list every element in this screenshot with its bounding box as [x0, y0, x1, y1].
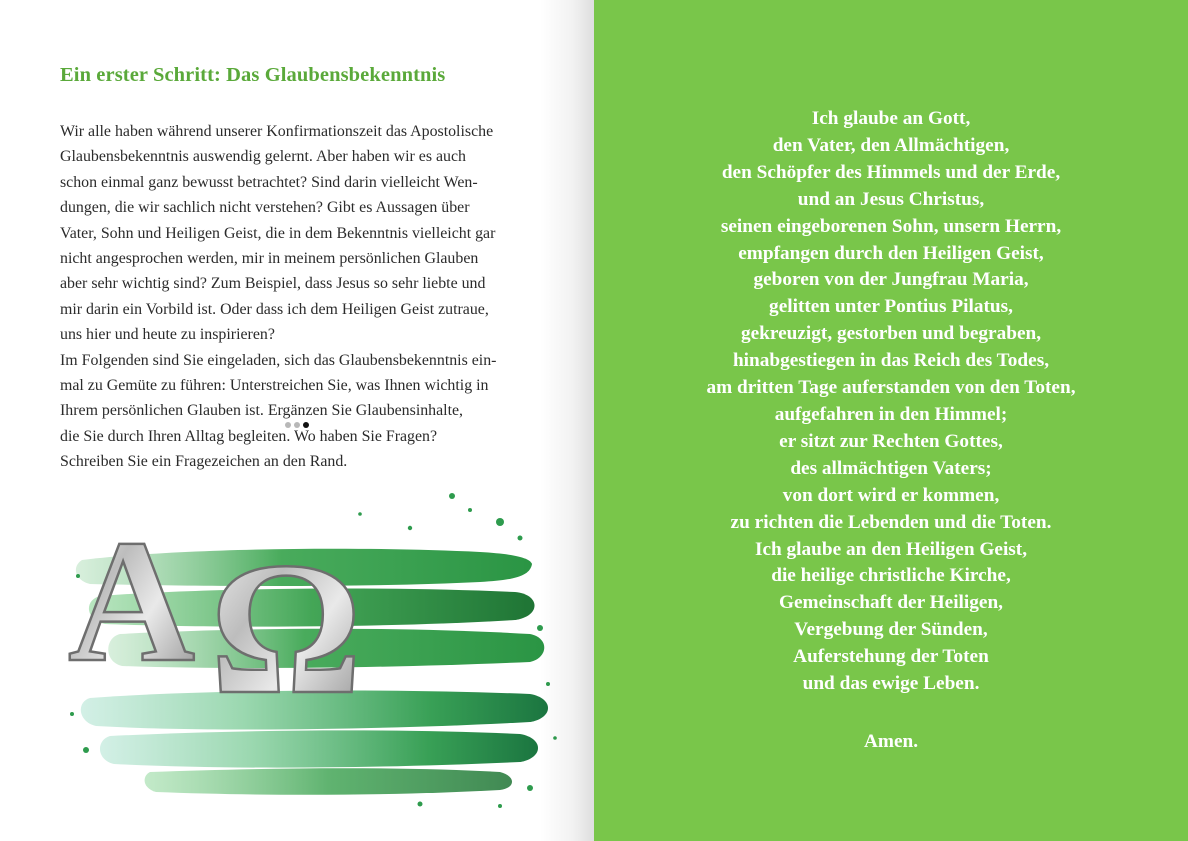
intro-line: die Sie durch Ihren Alltag begleiten. Wo haben Sie Fragen? — [60, 427, 438, 445]
page-dot-2[interactable] — [294, 422, 300, 428]
intro-line: Im Folgenden sind Sie eingeladen, sich das Glaubensbekenntnis ein- — [60, 351, 497, 369]
creed-line: Auferstehung der Toten — [793, 646, 989, 668]
page-dot-1[interactable] — [285, 422, 291, 428]
amen-line: Amen. — [863, 731, 919, 752]
creed-line: am dritten Tage auferstanden von den Toten, — [706, 377, 1076, 399]
alpha-letter: A — [68, 504, 196, 699]
creed-line: aufgefahren in den Himmel; — [774, 403, 1008, 425]
creed-line: die heilige christliche Kirche, — [771, 565, 1011, 587]
right-page — [594, 0, 1188, 841]
creed-line: den Schöpfer des Himmels und der Erde, — [721, 161, 1061, 183]
intro-line: uns hier und heute zu inspirieren? — [60, 326, 275, 344]
creed-line: von dort wird er kommen, — [782, 484, 1000, 506]
page-dot-3[interactable] — [303, 422, 309, 428]
creed-line: zu richten die Lebenden und die Toten. — [730, 511, 1052, 533]
intro-line: Vater, Sohn und Heiligen Geist, die in dem Bekenntnis vielleicht gar — [60, 224, 496, 242]
creed-line: und an Jesus Christus, — [797, 188, 985, 210]
creed-line: gekreuzigt, gestorben und begraben, — [740, 323, 1042, 345]
intro-line: schon einmal ganz bewusst betrachtet? Sind darin vielleicht Wen- — [60, 173, 478, 191]
creed-line: Ich glaube an Gott, — [811, 108, 971, 129]
intro-line: nicht angesprochen werden, mir in meinem persönlichen Glauben — [60, 250, 479, 268]
creed-line: hinabgestiegen in das Reich des Todes, — [732, 350, 1050, 372]
creed-line: geboren von der Jungfrau Maria, — [753, 269, 1029, 291]
creed-line: des allmächtigen Vaters; — [790, 457, 992, 479]
page-indicator[interactable] — [285, 422, 313, 430]
intro-line: aber sehr wichtig sind? Zum Beispiel, dass Jesus so sehr liebte und — [60, 275, 486, 293]
creed-line: Vergebung der Sünden, — [794, 619, 988, 641]
intro-line: Glaubensbekenntnis auswendig gelernt. Aber haben wir es auch — [60, 148, 466, 166]
intro-line: Ihrem persönlichen Glauben ist. Ergänzen Sie Glaubensinhalte, — [60, 402, 464, 420]
creed-line: Gemeinschaft der Heiligen, — [778, 592, 1004, 614]
intro-line: Wir alle haben während unserer Konfirmationszeit das Apostolische — [60, 123, 494, 140]
gutter-shadow — [540, 0, 594, 841]
intro-line: dungen, die wir sachlich nicht verstehen? Gibt es Aussagen über — [60, 199, 470, 217]
creed-line: gelitten unter Pontius Pilatus, — [769, 296, 1013, 318]
creed-line: den Vater, den Allmächtigen, — [772, 134, 1010, 156]
section-heading: Ein erster Schritt: Das Glaubensbekenntnis — [60, 64, 446, 86]
creed-line: und das ewige Leben. — [802, 673, 980, 695]
creed-line: seinen eingeborenen Sohn, unsern Herrn, — [720, 215, 1062, 237]
alpha-omega-artwork — [60, 488, 560, 818]
creed-text — [594, 106, 1188, 698]
creed-line: er sitzt zur Rechten Gottes, — [779, 430, 1003, 452]
creed-line: Ich glaube an den Heiligen Geist, — [754, 538, 1028, 560]
intro-line: Schreiben Sie ein Fragezeichen an den Rand. — [60, 453, 348, 471]
omega-letter: Ω — [210, 524, 363, 734]
creed-line: empfangen durch den Heiligen Geist, — [738, 242, 1044, 264]
intro-line: mal zu Gemüte zu führen: Unterstreichen Sie, was Ihnen wichtig in — [60, 377, 489, 395]
intro-line: mir darin ein Vorbild ist. Oder dass ich dem Heiligen Geist zutraue, — [60, 300, 489, 318]
